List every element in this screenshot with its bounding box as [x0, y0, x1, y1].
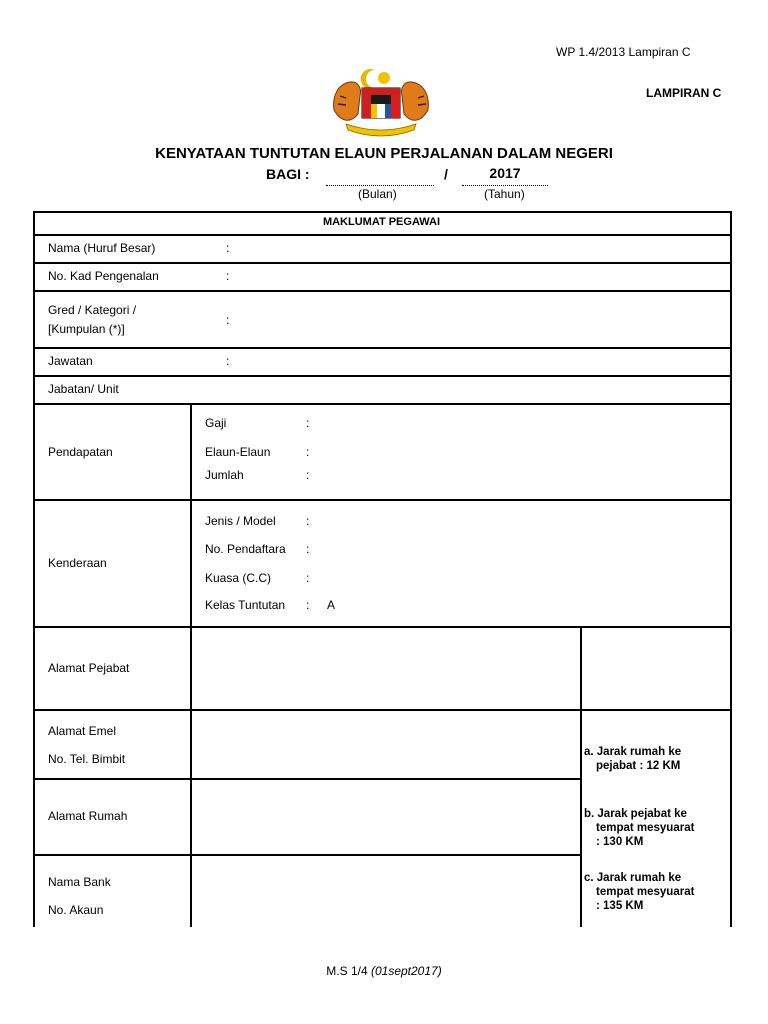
- gred-label-line2: [Kumpulan (*)]: [48, 322, 125, 336]
- jawatan-input[interactable]: [236, 349, 726, 374]
- distance-c: [584, 871, 729, 913]
- tel-bimbit-label: No. Tel. Bimbit: [48, 752, 126, 766]
- kelas-tuntutan-value[interactable]: A: [327, 598, 336, 612]
- bank-akaun-input[interactable]: [193, 856, 578, 926]
- jenis-model-label: Jenis / Model: [205, 514, 276, 528]
- section-title: MAKLUMAT PEGAWAI: [322, 216, 441, 228]
- jumlah-input[interactable]: [316, 463, 716, 485]
- no-pendaftaran-colon: :: [306, 542, 310, 556]
- distance-c-line1: c. Jarak rumah ke: [584, 872, 682, 884]
- distance-b-line1: b. Jarak pejabat ke: [584, 808, 687, 820]
- jumlah-label: Jumlah: [205, 468, 244, 482]
- jabatan-label: Jabatan/ Unit: [48, 382, 119, 396]
- no-akaun-label: No. Akaun: [48, 903, 104, 917]
- jabatan-input[interactable]: [236, 377, 726, 402]
- bagi-label: BAGI :: [266, 166, 310, 182]
- no-pendaftaran-label: No. Pendaftara: [205, 542, 286, 556]
- jenis-model-input[interactable]: [316, 509, 716, 531]
- gred-colon: :: [226, 313, 230, 327]
- lampiran-label: LAMPIRAN C: [646, 86, 722, 100]
- kenderaan-label: Kenderaan: [48, 556, 107, 570]
- page-number: M.S 1/4: [326, 964, 368, 978]
- year-value[interactable]: 2017: [489, 165, 521, 181]
- distance-c-line3: : 135 KM: [596, 900, 644, 912]
- gaji-colon: :: [306, 416, 310, 430]
- page-footer: [0, 964, 768, 978]
- nama-bank-label: Nama Bank: [48, 875, 111, 889]
- distance-a: [584, 745, 729, 773]
- distance-b-line2: tempat mesyuarat: [596, 822, 695, 834]
- nama-input[interactable]: [236, 236, 726, 261]
- pendapatan-label: Pendapatan: [48, 445, 113, 459]
- document-reference: WP 1.4/2013 Lampiran C: [556, 45, 691, 59]
- date-separator: /: [444, 166, 448, 182]
- jenis-model-colon: :: [306, 514, 310, 528]
- alamat-pejabat-label: Alamat Pejabat: [48, 661, 130, 675]
- kelas-tuntutan-label: Kelas Tuntutan: [205, 598, 286, 612]
- nama-colon: :: [226, 241, 230, 255]
- elaun-input[interactable]: [316, 440, 716, 462]
- kuasa-colon: :: [306, 571, 310, 585]
- distance-a-line1: a. Jarak rumah ke: [584, 746, 682, 758]
- kelas-tuntutan-colon: :: [306, 598, 310, 612]
- footer-date: (01sept2017): [370, 964, 442, 978]
- jawatan-colon: :: [226, 354, 230, 368]
- form-title: KENYATAAN TUNTUTAN ELAUN PERJALANAN DALAM NEGERI: [155, 145, 613, 162]
- alamat-rumah-input[interactable]: [193, 780, 578, 853]
- distance-a-line2: pejabat : 12 KM: [596, 760, 681, 772]
- kuasa-label: Kuasa (C.C): [205, 571, 272, 585]
- kad-pengenalan-label: No. Kad Pengenalan: [48, 269, 159, 283]
- gred-input[interactable]: [236, 292, 726, 346]
- month-field[interactable]: [326, 167, 434, 186]
- emel-tel-input[interactable]: [193, 711, 578, 777]
- elaun-colon: :: [306, 445, 310, 459]
- distance-b: [584, 807, 729, 849]
- jawatan-label: Jawatan: [48, 354, 93, 368]
- jumlah-colon: :: [306, 468, 310, 482]
- kuasa-input[interactable]: [316, 566, 716, 588]
- gred-label-line1: Gred / Kategori /: [48, 303, 137, 317]
- year-caption: (Tahun): [484, 187, 525, 201]
- nama-label: Nama (Huruf Besar): [48, 241, 156, 255]
- coat-of-arms-emblem: [328, 66, 434, 140]
- no-pendaftaran-input[interactable]: [316, 537, 716, 559]
- alamat-emel-label: Alamat Emel: [48, 724, 117, 738]
- alamat-rumah-label: Alamat Rumah: [48, 809, 128, 823]
- alamat-pejabat-input[interactable]: [193, 628, 578, 708]
- elaun-label: Elaun-Elaun: [205, 445, 271, 459]
- kad-pengenalan-colon: :: [226, 269, 230, 283]
- kad-pengenalan-input[interactable]: [236, 264, 726, 289]
- gaji-label: Gaji: [205, 416, 227, 430]
- month-caption: (Bulan): [358, 187, 397, 201]
- gaji-input[interactable]: [316, 411, 716, 433]
- distance-b-line3: : 130 KM: [596, 836, 644, 848]
- distance-c-line2: tempat mesyuarat: [596, 886, 695, 898]
